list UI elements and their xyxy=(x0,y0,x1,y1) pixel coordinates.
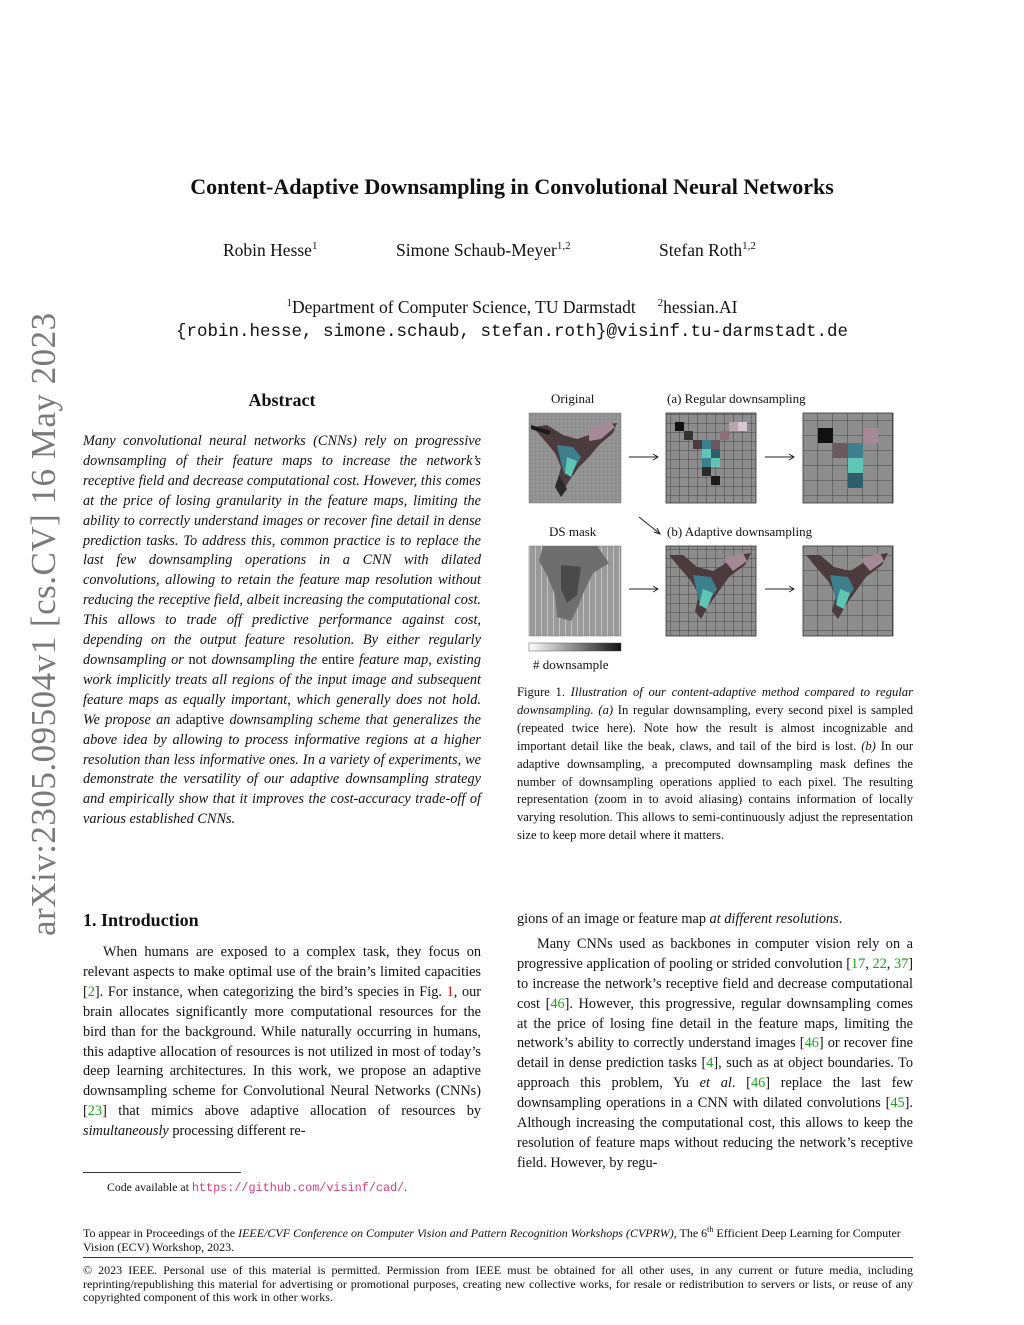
author-3 xyxy=(659,240,756,261)
body-text: ] that mimics above adaptive allocation of resources by xyxy=(102,1103,481,1120)
abstract-text: downsampling the xyxy=(206,651,322,668)
citation-link[interactable]: 45 xyxy=(890,1095,905,1112)
body-text: et al xyxy=(699,1075,732,1092)
citation-link[interactable]: 22 xyxy=(872,955,887,972)
author-1 xyxy=(223,240,317,261)
abstract-text: not xyxy=(188,651,207,668)
fig-label-dsmask: DS mask xyxy=(549,524,597,539)
author-emails: {robin.hesse, simone.schaub, stefan.roth}@visinf.tu-darmstadt.de xyxy=(175,322,849,342)
arrow-icon xyxy=(629,454,658,460)
body-text: at different resolutions xyxy=(709,911,839,927)
regular-downsample-1 xyxy=(666,413,756,503)
body-text: ] to increase the network’s receptive field and decrease computational cost [ xyxy=(517,955,913,1012)
affiliation-1: Department of Computer Science, TU Darmstadt xyxy=(292,297,636,317)
caption-text: In our adaptive downsampling, a precomputed downsampling mask defines the number of downsampling operations applied to each pixel. The resulting representation (zoom in to avoid aliasing) contains information of locally varying resolution. This allows to semi-continuously adjust the representation size to keep more detail where it matters. xyxy=(517,738,914,843)
note-text: IEEE/CVF Conference on Computer Vision and Pattern Recognition Workshops (CVPRW) xyxy=(238,1226,674,1240)
body-text: . [ xyxy=(731,1075,751,1092)
body-text: , xyxy=(886,955,894,972)
figure-caption xyxy=(517,684,913,845)
author-name: Robin Hesse xyxy=(223,240,312,260)
right-column-body xyxy=(517,910,913,1174)
body-text: ] or recover fine detail in dense prediction tasks [ xyxy=(517,1035,913,1072)
citation-link[interactable]: 37 xyxy=(893,955,909,972)
adaptive-downsample-2 xyxy=(803,546,893,636)
body-text: , xyxy=(865,955,873,972)
caption-text: (a) xyxy=(598,702,614,717)
figure-link[interactable]: 1 xyxy=(446,983,454,1000)
author-name: Simone Schaub-Meyer xyxy=(396,240,557,260)
intro-body xyxy=(83,943,481,1142)
proceedings-note xyxy=(83,1223,913,1254)
caption-text: Illustration of our content-adaptive method compared to regular downsampling. xyxy=(517,685,913,717)
citation-link[interactable]: 23 xyxy=(87,1103,103,1120)
section-heading: 1. Introduction xyxy=(83,910,199,930)
ds-mask-image xyxy=(529,546,621,651)
note-text: To appear in Proceedings of the xyxy=(83,1226,239,1240)
body-text: ]. Although increasing the computational cost, this allows to keep the resolution of feature maps without reducing the network’s receptive field. However, by regu- xyxy=(517,1095,913,1171)
arrow-icon xyxy=(765,586,794,592)
body-text: simultaneously xyxy=(83,1123,169,1140)
diagonal-arrow-icon xyxy=(639,517,660,534)
note-text: Efficient Deep Learning for Computer Vision (ECV) Workshop, 2023. xyxy=(83,1226,901,1254)
code-link[interactable]: https://github.com/visinf/cad/ xyxy=(191,1181,405,1195)
bottom-rule xyxy=(83,1257,913,1258)
original-image xyxy=(529,413,621,503)
figure-1-graphic xyxy=(517,405,913,659)
note-text: , The 6 xyxy=(673,1226,708,1240)
body-text: , our brain allocates significantly more computational resources for the bird than for the background. While naturally occurring in humans, this adaptive allocation of resources is not utilized in most of today’s deep learning architectures. In this work, we propose an adaptive downsampling scheme for Convolutional Neural Networks (CNNs) [ xyxy=(83,983,481,1120)
caption-text: (b) xyxy=(861,738,876,753)
aff-num: 2 xyxy=(657,297,664,309)
body-text: Many CNNs used as backbones in computer vision rely on a progressive application of pooling or strided convolution [ xyxy=(517,935,913,972)
copyright-notice: © 2023 IEEE. Personal use of this material is permitted. Permission from IEEE must be obtained for all other uses, in any current or future media, including reprinting/republishing this material for advertising or promotional purposes, creating new collective works, for resale or redistribution to servers or lists, or reuse of any copyrighted component of this work in other works. xyxy=(83,1263,913,1304)
author-2 xyxy=(396,240,571,261)
abstract-text: adaptive xyxy=(175,711,225,728)
body-text: processing different re- xyxy=(168,1123,306,1140)
affiliation-2: hessian.AI xyxy=(663,297,738,317)
abstract-text: feature map, existing work implicitly treats all regions of the input image and subsequent feature maps as equally important, which generally does not hold. We propose an xyxy=(83,651,481,728)
body-text: ] replace the last few downsampling operations in a CNN with dilated convolutions [ xyxy=(517,1075,914,1112)
body-text: ], such as at object boundaries. To approach this problem, Yu xyxy=(517,1055,913,1092)
footnote-text: . xyxy=(404,1180,408,1194)
fig-label-downsample: # downsample xyxy=(533,657,609,672)
author-aff: 1 xyxy=(311,240,318,252)
body-text: gions of an image or feature map xyxy=(517,911,710,927)
fig-label-regular: (a) Regular downsampling xyxy=(667,391,806,406)
fig-label-adaptive: (b) Adaptive downsampling xyxy=(667,524,813,539)
citation-link[interactable]: 46 xyxy=(550,995,565,1012)
aff-num: 1 xyxy=(286,297,292,309)
citation-link[interactable]: 46 xyxy=(804,1035,819,1052)
body-text: ]. For instance, when categorizing the bird’s species in Fig. xyxy=(94,983,447,1000)
caption-label: Figure 1. xyxy=(517,685,565,699)
abstract-text: downsampling scheme that generalizes the above idea by allowing to process informative regions at a higher resolution than less informative ones. In a variety of experiments, we demonstrate the versatility of our adaptive downsampling strategy and empirically show that it improves the cost-accuracy trade-off of various established CNNs. xyxy=(83,711,481,828)
note-text: th xyxy=(707,1225,714,1234)
abstract-text: Many convolutional neural networks (CNNs) rely on progressive downsampling of their feature maps to increase the network’s receptive field and decrease computational cost. However, this comes at the price of losing granularity in the feature maps, limiting the ability to correctly understand images or recover fine detail in dense prediction tasks. To address this, common practice is to replace the last few downsampling operations in a CNN with dilated convolutions, allowing to retain the feature map resolution without reducing the receptive field, albeit increasing the computational cost. This allows to trade off predictive performance against cost, depending on the output feature resolution. By either regularly downsampling or xyxy=(83,433,481,668)
footnote-text: Code available at xyxy=(107,1180,192,1194)
citation-link[interactable]: 4 xyxy=(706,1055,714,1072)
arxiv-stamp: arXiv:2305.09504v1 [cs.CV] 16 May 2023 xyxy=(24,312,63,936)
citation-link[interactable]: 2 xyxy=(87,983,95,1000)
footnote xyxy=(107,1180,407,1195)
paper-title: Content-Adaptive Downsampling in Convolutional Neural Networks xyxy=(190,174,834,199)
adaptive-downsample-1 xyxy=(666,546,756,636)
footnote-rule xyxy=(83,1172,241,1173)
abstract-body xyxy=(83,432,481,830)
body-text: When humans are exposed to a complex task, they focus on relevant aspects to make optimal use of the brain’s limited capacities [ xyxy=(83,944,481,1000)
citation-link[interactable]: 46 xyxy=(750,1075,766,1092)
body-text: ]. However, this progressive, regular downsampling comes at the price of losing fine detail in the feature maps, limiting the network’s ability to correctly understand images [ xyxy=(517,995,913,1052)
caption-text: In regular downsampling, every second pixel is sampled (repeated twice here). Note how the result is almost incognizable and important detail like the beak, claws, and tail of the bird is lost. xyxy=(517,702,913,753)
abstract-text: entire xyxy=(321,651,355,668)
regular-downsample-2 xyxy=(803,413,893,503)
author-name: Stefan Roth xyxy=(659,240,743,260)
affiliations xyxy=(0,297,1024,318)
author-aff: 1,2 xyxy=(556,240,571,252)
citation-link[interactable]: 17 xyxy=(851,955,866,972)
author-aff: 1,2 xyxy=(742,240,756,252)
arrow-icon xyxy=(629,586,658,592)
abstract-heading: Abstract xyxy=(248,390,316,410)
body-text: . xyxy=(838,911,843,927)
fig-label-original: Original xyxy=(551,391,595,406)
arrow-icon xyxy=(765,454,794,460)
